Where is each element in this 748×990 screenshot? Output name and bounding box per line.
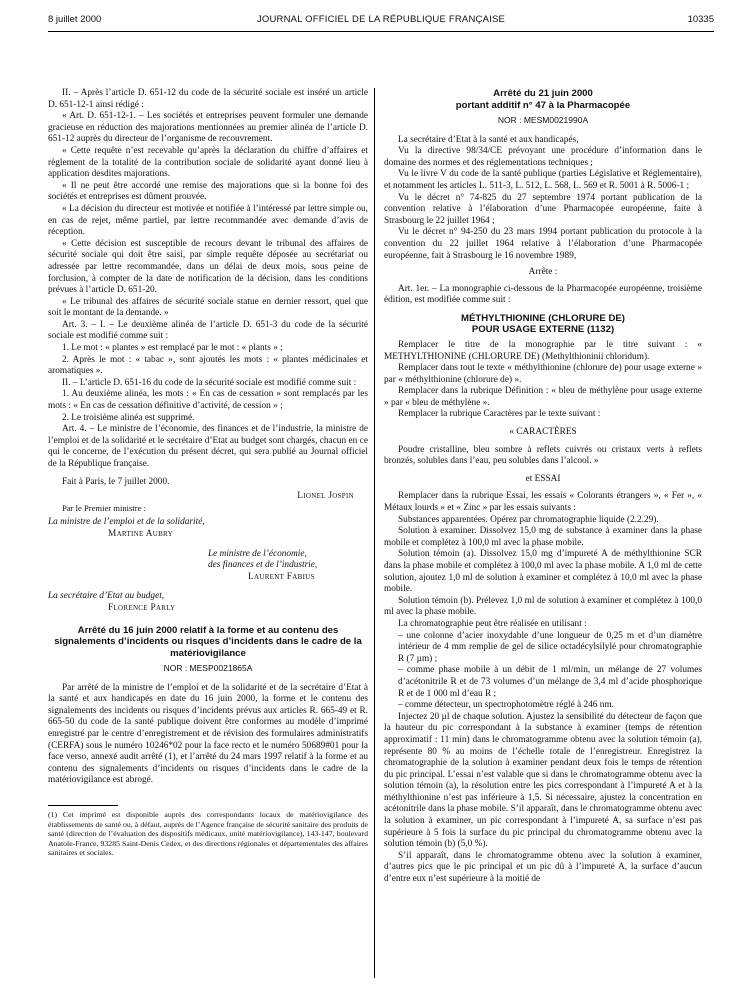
arrete-label: Arrête : bbox=[528, 267, 558, 278]
minister-eco-title-2: des finances et de l’industrie, bbox=[208, 560, 318, 571]
arrete-16-juin-title: Arrêté du 16 juin 2000 relatif à la forme et au contenu des signalements d’incidents ou risques d’incidents dans le cadre de la matériovigilance bbox=[54, 624, 362, 659]
paragraph: Remplacer dans la rubrique Définition : « bleu de méthylène pour usage externe » par « bleu de méthylène ». bbox=[384, 386, 702, 408]
paragraph: « La décision du directeur est motivée et notifiée à l’intéressé par lettre simple ou, en cas de rejet, même partiel, par lettre recommandée avec demande d’avis de réception. bbox=[48, 203, 368, 238]
paragraph: « Le tribunal des affaires de sécurité sociale statue en dernier ressort, quel que soit le montant de la demande. » bbox=[48, 296, 368, 319]
minister-eco-name: Laurent Fabius bbox=[248, 571, 315, 582]
footnote: (1) Cet imprimé est disponible auprès des correspondants locaux de matériovigilance des établissements de santé ou, à défaut, auprès de l’Agence française de sécurité sanitaire des produits de santé (direction de l’évaluation des dispositifs médicaux, unité matériovigilance), 143-147, boulevard Anatole-France, 93285 Saint-Denis Cedex, et des directions régionales et départementales des affaires sanitaires et sociales. bbox=[48, 809, 368, 858]
paragraph: Injectez 20 µl de chaque solution. Ajustez la sensibilité du détecteur de façon que la hauteur du pic correspondant à la substance à examiner (temps de rétention approximatif : 11 min) dans le chromatogramme obtenu avec la solution témoin (a), représente 80 % au moins de l’échelle totale de l’enregistreur. Enregistrez la chromatographie de la solution à examiner pendant deux fois le temps de rétention du pic principal. L’essai n’est valable que si dans le chromatogramme obtenu avec la solution témoin (a), la résolution entre les pics correspondant à l’impureté A et à la méthylthionine n’est pas inférieure à 1,5. Si nécessaire, ajustez la concentration en acétonitrile dans la phase mobile. S’il apparaît, dans le chromatogramme obtenu avec la solution à examiner, un pic correspondant à l’impureté A, sa surface n’est pas supérieure à 5 fois la surface du pic principal du chromatogramme obtenu avec la solution témoin (b) (5,0 %). bbox=[384, 711, 702, 850]
paragraph: II. – L’article D. 651-16 du code de la sécurité sociale est modifié comme suit : bbox=[62, 377, 357, 388]
list-item: – comme phase mobile à un débit de 1 ml/min, un mélange de 27 volumes d’acétonitrile R et de 73 volumes d’un mélange de 3,4 ml d’acide phosphorique R et de 1 000 ml d’eau R ; bbox=[398, 665, 702, 699]
header-date: 8 juillet 2000 bbox=[48, 14, 102, 25]
paragraph: Vu le livre V du code de la santé publique (parties Législative et Réglementaire), et notamment les articles L. 511-3, L. 512, L. 568, L. 569 et R. 5001 à R. 5006-1 ; bbox=[384, 169, 702, 191]
header-rule bbox=[48, 31, 714, 32]
minister-emploi-name: Martine Aubry bbox=[108, 528, 173, 539]
paragraph: La secrétaire d’Etat à la santé et aux handicapés, bbox=[398, 134, 579, 145]
right-column bbox=[384, 88, 702, 886]
article-3: Art. 3. – I. – Le deuxième alinéa de l’article D. 651-3 du code de la sécurité sociale est modifié comme suit : bbox=[48, 319, 368, 342]
header-page-number: 10335 bbox=[687, 14, 714, 25]
left-column bbox=[48, 88, 368, 858]
minister-eco-title-1: Le ministre de l’économie, bbox=[208, 548, 307, 559]
footnote-rule bbox=[48, 805, 118, 806]
paragraph: Substances apparentées. Opérez par chromatographie liquide (2.2.29). bbox=[398, 514, 659, 525]
nor-reference: NOR : MESP0021865A bbox=[163, 663, 253, 674]
paragraph: « Art. D. 651-12-1. – Les sociétés et entreprises peuvent formuler une demande gracieuse en réduction des majorations mentionnées au premier alinéa de l’article D. 651-12 auprès du directeur de l’organisme de recouvrement. bbox=[48, 111, 368, 145]
signatures bbox=[48, 491, 368, 614]
paragraph: Poudre cristalline, bleu sombre à reflets cuivrés ou cristaux verts à reflets bronzés, solubles dans l’eau, peu solubles dans l’alcool. » bbox=[384, 444, 702, 467]
arrete-21-juin-title: Arrêté du 21 juin 2000 bbox=[493, 88, 593, 99]
article-4: Art. 4. – Le ministre de l’économie, des finances et de l’industrie, la ministre de l’emploi et de la solidarité et le secrétaire d’Etat au budget sont chargés, chacun en ce qui le concerne, de l’exécution du présent décret, qui sera publié au Journal officiel de la République française. bbox=[48, 424, 368, 469]
list-item: – comme détecteur, un spectrophotomètre réglé à 246 nm. bbox=[398, 700, 614, 711]
paragraph: Vu le décret n° 74-825 du 27 septembre 1974 portant publication de la convention relative à l’élaboration d’une Pharmacopée européenne, faite à Strasbourg le 22 juillet 1964 ; bbox=[384, 192, 702, 226]
paragraph: Solution témoin (b). Prélevez 1,0 ml de solution à examiner et complétez à 100,0 ml avec la phase mobile. bbox=[384, 595, 702, 618]
nor-reference: NOR : MESM0021990A bbox=[497, 115, 589, 125]
article-1: Art. 1er. – La monographie ci-dessous de la Pharmacopée européenne, troisième édition, est modifiée comme suit : bbox=[384, 283, 702, 306]
arrete-21-juin-subtitle: portant additif n° 47 à la Pharmacopée bbox=[455, 99, 631, 111]
done-at: Fait à Paris, le 7 juillet 2000. bbox=[62, 476, 170, 487]
paragraph: Remplacer la rubrique Caractères par le texte suivant : bbox=[398, 409, 601, 420]
paragraph: S’il apparaît, dans le chromatogramme obtenu avec la solution à examiner, d’autres pics que le pic principal et un pic dû à l’impureté A, la surface d’aucun d’entre eux n’est supérieure à la moitié de bbox=[384, 850, 702, 885]
paragraph: Remplacer dans tout le texte « méthylthionine (chlorure de) pour usage externe » par « méthylthionine (chlorure de) ». bbox=[384, 363, 702, 385]
paragraph: 2. Le troisième alinéa est supprimé. bbox=[62, 412, 195, 423]
running-header bbox=[48, 14, 714, 30]
paragraph: « Cette décision est susceptible de recours devant le tribunal des affaires de sécurité sociale qui doit être saisi, par simple requête déposée au secrétariat ou adressée par lettre recommandée, dans un délai de deux mois, sous peine de forclusion, à compter de la date de notification de la décision, dans les conditions prévues à l’article D. 651-20. bbox=[48, 238, 368, 296]
paragraph: Vu la directive 98/34/CE prévoyant une procédure d’information dans le domaine des normes et des réglementations techniques ; bbox=[384, 146, 702, 168]
pm-label: Par le Premier ministre : bbox=[62, 502, 147, 513]
paragraph: La chromatographie peut être réalisée en utilisant : bbox=[398, 618, 587, 629]
paragraph: « Cette requête n’est recevable qu’après la déclaration du chiffre d’affaires et règlement de la totalité de la contribution sociale de solidarité ayant donné lieu à application desdites majorations. bbox=[48, 145, 368, 180]
paragraph: Remplacer le titre de la monographie par le titre suivant : « METHYLTHIONINE (CHLORURE DE) (Methylthioninii chloridum). bbox=[384, 339, 702, 362]
paragraph: 1. Le mot : « plantes » est remplacé par le mot : « plants » ; bbox=[62, 343, 283, 354]
caracteres-heading: « CARACTÈRES bbox=[509, 427, 577, 438]
paragraph: 2. Après le mot : « tabac », sont ajoutés les mots : « plantes médicinales et aromatiques ». bbox=[48, 354, 368, 377]
paragraph: Par arrêté de la ministre de l’emploi et de la solidarité et de la secrétaire d’Etat à la santé et aux handicapés en date du 16 juin 2000, la forme et le contenu des signalements des incidents ou risques d’incidents prévus aux articles R. 665-49 et R. 665-50 du code de la santé publique doivent être conformes au modèle d’imprimé enregistré par le centre d’enregistrement et de révision des formulaires administratifs (CERFA) sous le numéro 10246*02 pour la face recto et le numéro 50689#01 pour la face verso, annexé audit arrêté (1), et l’arrêté du 24 mars 1997 relatif à la forme et au contenu des signalements d’incidents ou risques d’incidents dans le cadre de la matériovigilance est abrogé. bbox=[48, 682, 368, 786]
monograph-title-1: MÉTHYLTHIONINE (CHLORURE DE) bbox=[461, 312, 625, 324]
monograph-title-2: POUR USAGE EXTERNE (1132) bbox=[471, 324, 615, 336]
paragraph: Remplacer dans la rubrique Essai, les essais « Colorants étrangers », « Fer », « Métaux lourds » et « Zinc » par les essais suivants : bbox=[384, 491, 702, 514]
paragraph: Vu le décret n° 94-250 du 23 mars 1994 portant publication du protocole à la convention du 22 juillet 1964 relative à l’élaboration d’une Pharmacopée européenne, fait à Strasbourg le 16 novembre 1989, bbox=[384, 227, 702, 261]
paragraph: « Il ne peut être accordé une remise des majorations que si la bonne foi des sociétés et entreprises est dûment prouvée. bbox=[48, 180, 368, 203]
paragraph: 1. Au deuxième alinéa, les mots : « En cas de cessation » sont remplacés par les mots : « En cas de cessation définitive d’activité, de cession » ; bbox=[48, 389, 368, 412]
essai-heading: et ESSAI bbox=[525, 473, 561, 484]
signatory-pm: Lionel Jospin bbox=[297, 491, 354, 502]
paragraph: II. – Après l’article D. 651-12 du code de la sécurité sociale est inséré un article D. 651-12-1 ainsi rédigé : bbox=[48, 88, 368, 110]
header-journal-title: JOURNAL OFFICIEL DE LA RÉPUBLIQUE FRANÇAISE bbox=[256, 14, 506, 25]
column-divider bbox=[374, 88, 375, 978]
paragraph: Solution témoin (a). Dissolvez 15,0 mg d’impureté A de méthylthionine SCR dans la phase mobile et complétez à 100,0 ml avec la phase mobile. A 1,0 ml de cette solution, ajoutez 1,0 ml de solution à examiner et complétez à 10,0 ml avec la phase mobile. bbox=[384, 549, 702, 595]
minister-emploi-title: La ministre de l’emploi et de la solidarité, bbox=[48, 517, 205, 528]
secretary-budget-name: Florence Parly bbox=[108, 602, 176, 613]
paragraph: Solution à examiner. Dissolvez 15,0 mg de substance à examiner dans la phase mobile et complétez à 100,0 ml avec la phase mobile. bbox=[384, 526, 702, 548]
list-item: – une colonne d’acier inoxydable d’une longueur de 0,25 m et d’un diamètre intérieur de 4 mm remplie de gel de silice octadécylsilylé pour chromatographie R (7 µm) ; bbox=[398, 630, 702, 664]
secretary-budget-title: La secrétaire d’Etat au budget, bbox=[48, 591, 165, 602]
